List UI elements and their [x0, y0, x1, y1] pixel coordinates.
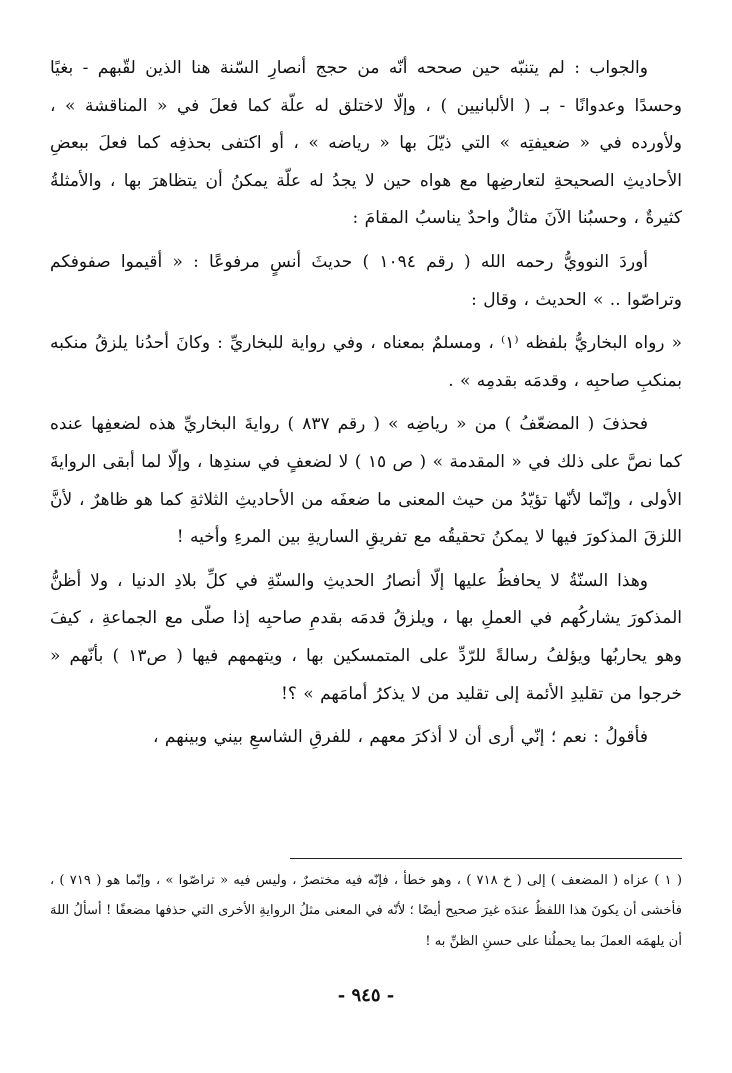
paragraph-1: والجواب : لم يتنبّه حين صححه أنّه من حجج أنصارِ السّنة هنا الذين لقّبهم - بغيًا وحسدًا وعدوانًا - بـ ( الألبانيين ) ، وإلّا لاختلق له علّة كما فعلَ في « المناقشة » ، ولأورده في « ضعيفتِه » التي ذيّلَ بها « رياضه » ، أو اكتفى بحذفِه كما فعلَ ببعضِ الأحاديثِ الصحيحةِ لتعارضِها مع هواه حين لا يجدُ له علّة يمكنُ أن يتظاهرَ بها ، والأمثلةُ كثيرةٌ ، وحسبُنا الآنَ مثالٌ واحدٌ يناسبُ المقامَ : [50, 58, 682, 229]
paragraph-6: فأقولُ : نعم ؛ إنّي أرى أن لا أذكرَ معهم ، للفرقِ الشاسعِ بيني وبينهم ، [153, 727, 648, 748]
paragraph-3-quote: « رواه البخاريُّ بلفظه ⁽١⁾ ، ومسلمٌ بمعناه ، وفي رواية للبخاريِّ : وكانَ أحدُنا يلزقُ منكبه بمنكبِ صاحبِه ، وقدمَه بقدمِه » . [50, 333, 682, 391]
page-number: - ٩٤٥ - [337, 985, 395, 1006]
paragraph-4: فحذفَ ( المضعّفُ ) من « رياضِه » ( رقم ٨٣٧ ) روايةَ البخاريِّ هذه لضعفِها عنده كما نصَّ على ذلك في « المقدمة » ( ص ١٥ ) لا لضعفٍ في سندِها ، وإلّا لما أبقى الروايةَ الأولى ، وإنّما لأنّها تؤيّدُ من حيث المعنى ما ضعفَه من الأحاديثِ الثلاثةِ كما هو ظاهرٌ ، لأنَّ اللزقَ المذكورَ فيها لا يمكنُ تحقيقُه مع تفريقِ الساريةِ بين المرءِ وأخيه ! [50, 414, 682, 548]
main-text [50, 50, 682, 757]
footnote-block [50, 866, 682, 957]
paragraph-5: وهذا السنّةُ لا يحافظُ عليها إلّا أنصارُ الحديثِ والسنّةِ في كلِّ بلادِ الدنيا ، ولا أظنُّ المذكورَ يشاركُهم في العملِ بها ، ويلزقُ قدمَه بقدمِ صاحبِه إذا صلّى مع الجماعةِ ، كيفَ وهو يحاربُها ويؤلفُ رسالةً للرّدِّ على المتمسكين بها ، ويتهمهم فيها ( ص١٣ ) بأنّهم « خرجوا من تقليدِ الأئمة إلى تقليد من لا يذكرُ أمامَهم » ؟! [50, 570, 682, 704]
paragraph-2: أوردَ النوويُّ رحمه الله ( رقم ١٠٩٤ ) حديثَ أنسٍ مرفوعًا : « أقيموا صفوفكم وتراصّوا .. » الحديث ، وقال : [50, 251, 682, 310]
footnote-1: ( ١ ) عزاه ( المضعف ) إلى ( خ ٧١٨ ) ، وهو خطأ ، فإنّه فيه مختصرٌ ، وليس فيه « تراصّوا » ، وإنّما هو ( ٧١٩ ) ، فأخشى أن يكونَ هذا اللفظُ عندَه غيرَ صحيح أيضًا ؛ لأنّه في المعنى مثلُ الروايةِ الأخرى التي حذفها مضعفًا ! أسألُ اللهَ أن يلهمَه العملَ بما يحملُنا على حسنِ الظنِّ به ! [50, 873, 682, 949]
footnote-divider [290, 858, 682, 859]
